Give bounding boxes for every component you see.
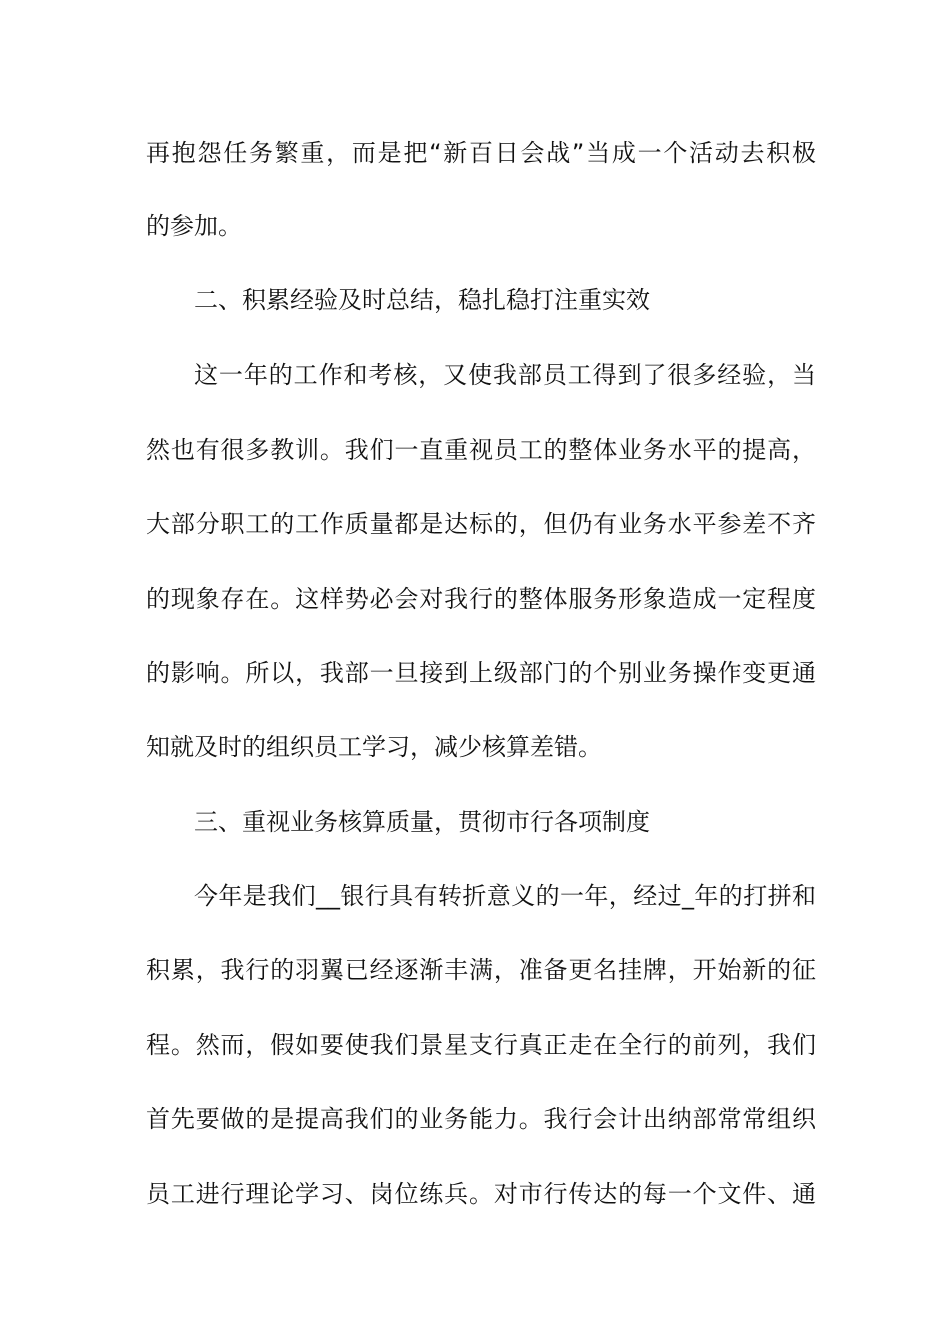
text-line: 大部分职工的工作质量都是达标的，但仍有业务水平参差不齐 <box>146 510 816 538</box>
text-line: 的现象存在。这样势必会对我行的整体服务形象造成一定程度 <box>146 585 816 613</box>
text-line: 的影响。所以，我部一旦接到上级部门的个别业务操作变更通 <box>146 659 816 687</box>
section-heading: 二、积累经验及时总结，稳扎稳打注重实效 <box>194 286 650 314</box>
text-line: 程。然而，假如要使我们景星支行真正走在全行的前列，我们 <box>146 1031 816 1059</box>
text-line: 然也有很多教训。我们一直重视员工的整体业务水平的提高， <box>146 436 816 464</box>
text-line: 的参加。 <box>146 212 242 240</box>
text-line: 积累，我行的羽翼已经逐渐丰满，准备更名挂牌，开始新的征 <box>146 956 816 984</box>
text-line: 再抱怨任务繁重，而是把“新百日会战”当成一个活动去积极 <box>146 139 816 167</box>
section-heading: 三、重视业务核算质量，贯彻市行各项制度 <box>194 808 650 836</box>
text-line: 首先要做的是提高我们的业务能力。我行会计出纳部常常组织 <box>146 1105 816 1133</box>
text-line: 员工进行理论学习、岗位练兵。对市行传达的每一个文件、通 <box>146 1180 816 1208</box>
text-line: 这一年的工作和考核，又使我部员工得到了很多经验，当 <box>194 361 816 389</box>
text-line: 知就及时的组织员工学习，减少核算差错。 <box>146 733 602 761</box>
text-line: 今年是我们__银行具有转折意义的一年，经过_年的打拼和 <box>194 882 816 910</box>
